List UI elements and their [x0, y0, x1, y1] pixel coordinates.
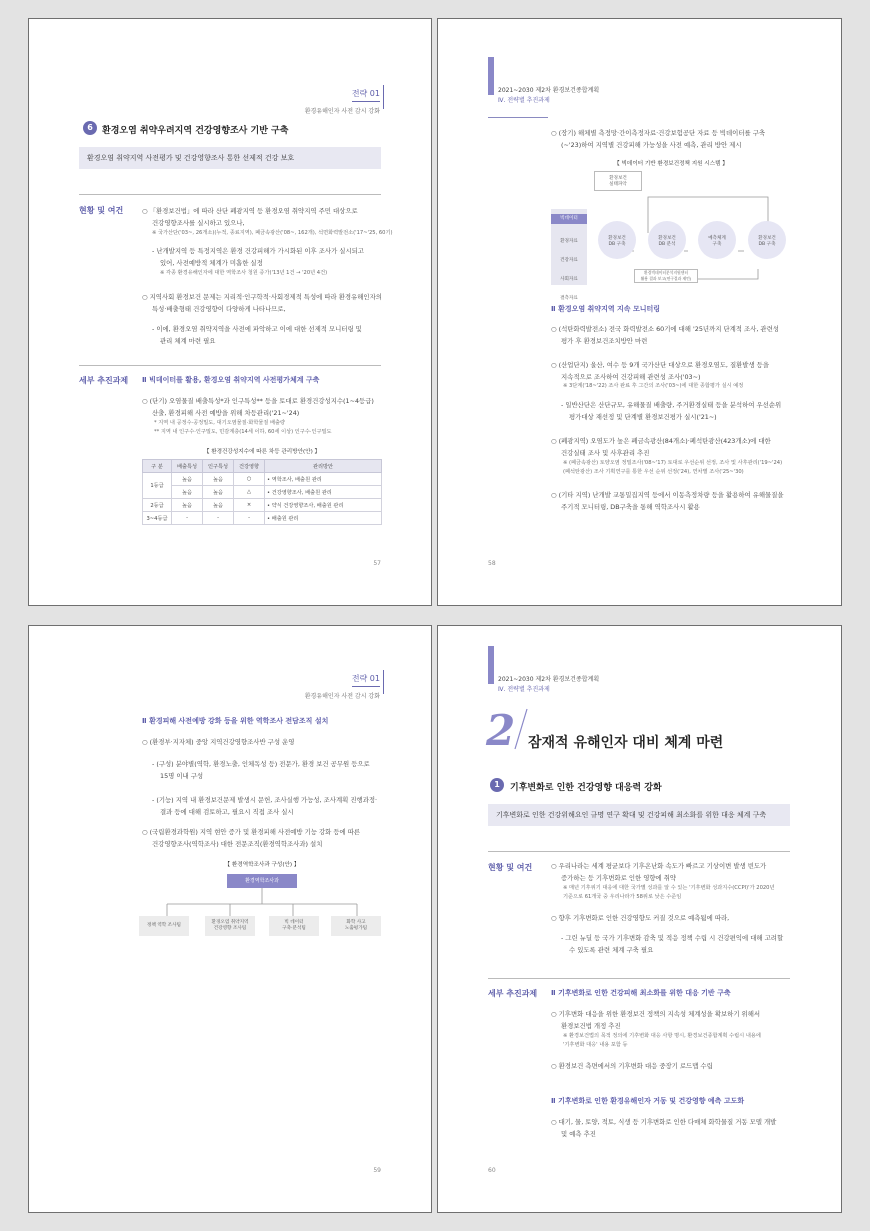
page-59 [28, 625, 432, 1213]
task2-title: Ⅱ 기후변화로 인한 환경유해인자 거동 및 건강영향 예측 고도화 [551, 1097, 745, 1105]
header-subtitle: 환경유해인자 사전 감시 강화 [304, 108, 380, 115]
divider [79, 365, 381, 366]
page-header [305, 666, 380, 700]
plan-title: 2021~2030 제2차 환경보건종합계획 [498, 87, 600, 94]
bigdata-panel [551, 209, 587, 301]
task-item-3: ○ 대기, 물, 토양, 적토, 식생 등 기후변화로 인한 다매체 화학물질 거동 모델 개발 및 예측 추진 [551, 1118, 777, 1138]
table-row: 1등급 높음 높음 ○ • 역학조사, 배출원 관리 [143, 473, 382, 486]
bottom-box: 환경빅데이터분석지원센터 활용 결과 보고(연구결과 제언) [634, 269, 698, 283]
chapter-slash [514, 708, 528, 750]
monitoring-item-2: ○ (산업단지) 울산, 여수 등 9개 국가산단 대상으로 환경오염도, 질환발생 등을 지속적으로 조사하여 건강피해 관련성 조사('03~) [551, 361, 770, 381]
org-child-box: 환경오염 취약지역 건강영향 조사팀 [205, 916, 255, 936]
page-number: 57 [373, 560, 381, 567]
status-item-1: ○ 우리나라는 세계 평균보다 기후온난화 속도가 빠르고 기상이변 발생 빈도가 증가하는 등 기후변화로 인한 영향에 취약 [551, 862, 767, 882]
chapter-title: 잠재적 유해인자 대비 체계 마련 [528, 735, 724, 751]
th: 관리방안 [265, 460, 382, 473]
th: 건강영향 [234, 460, 265, 473]
step-circle-3: 예측체계 구축 [698, 221, 736, 259]
org-child-box: 빅 데이터 구축·분석팀 [269, 916, 319, 936]
page-58 [437, 18, 842, 606]
task-item-1: ○ (환경부·지자체) 중앙 지역건강영향조사반 구성 운영 [142, 738, 295, 746]
page-number: 59 [373, 1167, 381, 1174]
label-status: 현황 및 여건 [488, 863, 533, 872]
chapter-number: 2 [486, 706, 516, 755]
strategy-label: 전략 01 [352, 673, 380, 687]
label-tasks: 세부 추진과제 [79, 376, 129, 385]
divider [488, 851, 790, 852]
section-title: 기후변화로 인한 건강영향 대응력 강화 [510, 783, 662, 793]
top-box: 환경보건 실태파악 [594, 171, 642, 191]
task-item-4: ○ (국립환경과학원) 지역 현안 증가 및 환경피해 사전예방 기능 강화 등에 따른 건강영향조사(역학조사) 대한 전문조직(환경역학조사과) 설치 [142, 828, 361, 848]
org-child-box: 정책 역학 조사팀 [139, 916, 189, 936]
status-item-4: - 이에, 환경오염 취약지역을 사전에 파악하고 이에 대한 선제적 모니터링 및 관리 체계 마련 필요 [152, 325, 362, 345]
task-title: Ⅱ 환경피해 사전예방 강화 등을 위한 역학조사 전담조직 설치 [142, 717, 329, 725]
long-term-item: ○ (장기) 해체별 측정망·간이측정자료·건강보험공단 자료 등 빅데이터를 구축 (~'23)하여 지역별 건강피해 가능성을 사전 예측, 관리 방안 제시 [551, 129, 766, 149]
header-bar [488, 646, 494, 684]
panel-item: 사회자료 [560, 277, 578, 282]
th: 인구특성 [203, 460, 234, 473]
panel-item: 환경자료 [560, 239, 578, 244]
monitoring-note-2: ※ 3단계('18~'22) 조사 완료 후 그간의 조사('03~)에 대한 종합평가 실시 예정 [563, 383, 744, 389]
page-number: 58 [488, 560, 496, 567]
th: 배출특성 [172, 460, 203, 473]
diagram-caption: 【 빅데이터 기반 환경보건정책 지원 시스템 】 [614, 161, 728, 167]
part-title: Ⅳ. 전략별 추진과제 [498, 97, 550, 104]
strategy-label: 전략 01 [352, 88, 380, 102]
status-item-3: - 그린 뉴딜 등 국가 기후변화 감축 및 적응 정책 수립 시 건강편익에 대해 고려할 수 있도록 관련 체계 구축 필요 [561, 934, 784, 954]
header-bar [488, 57, 494, 95]
task-item-1: ○ (단기) 오염물질 배출특성*과 인구특성** 등을 토대로 환경건강성지수(1~4등급) 산출, 환경피해 사전 예방을 위해 차등관리('21~'24) [142, 397, 374, 417]
section-number: 1 [490, 778, 504, 792]
monitoring-item-4: ○ (폐광지역) 오염도가 높은 폐금속광산(84개소)·폐석탄광산(423개소)에 대한 건강실태 조사 및 사후관리 추진 [551, 437, 771, 457]
task1-title: Ⅱ 기후변화로 인한 건강피해 최소화를 위한 대응 기반 구축 [551, 989, 731, 997]
summary-bar: 환경오염 취약지역 사전평가 및 건강영향조사 통한 선제적 건강 보호 [79, 147, 381, 169]
header-rule [383, 670, 384, 694]
page-57 [28, 18, 432, 606]
step-circle-1: 환경보건 DB 구축 [598, 221, 636, 259]
page-60 [437, 625, 842, 1213]
divider [488, 978, 790, 979]
monitoring-notes-4: ※ (폐금속광산) 토양오염 정밀조사('08~'17) 토대로 우선순위 선정, 조사 및 사후관리('19~'24) (폐석탄광산) 조사 기획연구를 통한 우선 순위 선정('24), 연차별 조사('25~'30) [563, 460, 783, 475]
monitoring-item-1: ○ (석탄화력발전소) 전국 화력발전소 60기에 대해 '25년까지 단계적 조사, 관련성 평가 후 환경보건조치방안 마련 [551, 325, 779, 345]
step-circle-2: 환경보건 DB 분석 [648, 221, 686, 259]
table-caption: 【 환경건강성지수에 따른 차등 관리방안(안) 】 [203, 449, 321, 455]
label-tasks: 세부 추진과제 [488, 989, 538, 998]
page-header [305, 81, 380, 115]
task-notes-1: ※ 환경보건법의 목적 정의에 기후변화 대응 사항 명시, 환경보건종합계획 수립시 내용에 '기후변화 대응' 내용 포함 등 [563, 1033, 761, 1048]
status-note-2: ※ 각종 환경유해인자에 대한 역학조사 청원 증가('13년 1건 → '20년 4건) [160, 270, 328, 276]
task-title: Ⅱ 빅데이터를 활용, 환경오염 취약지역 사전평가체계 구축 [142, 376, 320, 384]
status-item-3: ○ 지역사회 환경보건 문제는 지리적·인구학적·사회경제적 특성에 따라 환경유해인자의 특성·배출형태 건강영향이 다양하게 나타나므로, [142, 293, 382, 313]
status-item-2: ○ 향후 기후변화로 인한 건강영향도 커질 것으로 예측됨에 따라, [551, 914, 730, 922]
table-row: 3~4등급 - - - • 배출원 관리 [143, 512, 382, 525]
th: 구 분 [143, 460, 172, 473]
status-notes-1: ※ 매년 기후위기 대응에 대한 국가별 성과를 알 수 있는 '기후변화 성과지수(CCPI)'가 2020년 기준으로 61개국 중 우리나라가 58위로 낮은 수준임 [563, 885, 775, 900]
org-child-box: 화학 사고 노출평가팀 [331, 916, 381, 936]
summary-bar: 기후변화로 인한 건강위해요인 규명 연구 확대 및 건강피해 최소화를 위한 대응 체계 구축 [488, 804, 790, 826]
task-item-3: - (기능) 지역 내 환경보건문제 발생시 문헌, 조사실행 가능성, 조사계획 진행과정· 결과 등에 대해 검토하고, 필요시 직접 조사 실시 [152, 796, 378, 816]
monitoring-item-3: - 일반산단은 산단규모, 유해물질 배출량, 주거환경실태 등을 분석하여 우선순위 평가대상 재선정 및 단계별 환경보건평가 실시('21~) [561, 401, 782, 421]
org-caption: 【 환경역학조사과 구성(안) 】 [224, 862, 300, 868]
task-item-1: ○ 기후변화 대응을 위한 환경보건 정책의 지속성 체계성을 확보하기 위해서 환경보건법 개정 추진 [551, 1010, 761, 1030]
part-title: Ⅳ. 전략별 추진과제 [498, 686, 550, 693]
panel-item: 결측자료 [560, 296, 578, 301]
header-rule [488, 117, 548, 118]
label-status: 현황 및 여건 [79, 206, 124, 215]
monitoring-item-5: ○ (기타 지역) 난개발 교통밀집지역 등에서 이동측정차량 등을 활용하여 유해물질을 주기적 모니터링, DB구축을 통해 역학조사시 활용 [551, 491, 784, 511]
panel-item: 건강자료 [560, 258, 578, 263]
plan-title: 2021~2030 제2차 환경보건종합계획 [498, 676, 600, 683]
status-item-2: - 난개발지역 등 특정지역은 환경 건강피해가 가시화된 이후 조사가 실시되고 있어, 사전예방적 체계가 미흡한 실정 [152, 247, 364, 267]
table-row: 2등급 높음 높음 × • 약식 건강영향조사, 배출원 관리 [143, 499, 382, 512]
monitoring-title: Ⅱ 환경오염 취약지역 지속 모니터링 [551, 305, 661, 313]
task-notes: * 지역 내 공정수·공정밀도, 대기오염물질·화학물질 배출량 ** 지역 내 인구수·인구밀도, 민감계층(14세 이하, 60세 이상) 인구수·인구밀도 [154, 420, 332, 435]
header-subtitle: 환경유해인자 사전 감시 강화 [304, 693, 380, 700]
task-item-2: - (구성) 분야별(역학, 환경노출, 인체독성 등) 전문가, 환경 보건 공무원 등으로 15명 이내 구성 [152, 760, 370, 780]
section-title: 환경오염 취약우려지역 건강영향조사 기반 구축 [102, 126, 289, 136]
status-note-1: ※ 국가산단('03~, 26개소)(누적, 종료지역), 폐금속광산('08~, 162개), 석면화력발전소('17~'25, 60기) [152, 230, 393, 236]
org-top-box: 환경역학조사과 [227, 874, 297, 888]
status-item-1: ○ 「환경보건법」에 따라 산단 폐광지역 등 환경오염 취약지역 주민 대상으로 건강영향조사를 실시하고 있으나, [142, 207, 358, 227]
page-number: 60 [488, 1167, 496, 1174]
section-number: 6 [83, 121, 97, 135]
divider [79, 194, 381, 195]
panel-header: 빅데이터 [551, 214, 587, 224]
table-row: 높음 높음 △ • 건강영향조사, 배출원 관리 [143, 486, 382, 499]
header-rule [383, 85, 384, 109]
management-table [142, 459, 382, 525]
task-item-2: ○ 환경보건 측면에서의 기후변화 대응 중장기 로드맵 수립 [551, 1062, 713, 1070]
step-circle-4: 환경보건 DB 구축 [748, 221, 786, 259]
